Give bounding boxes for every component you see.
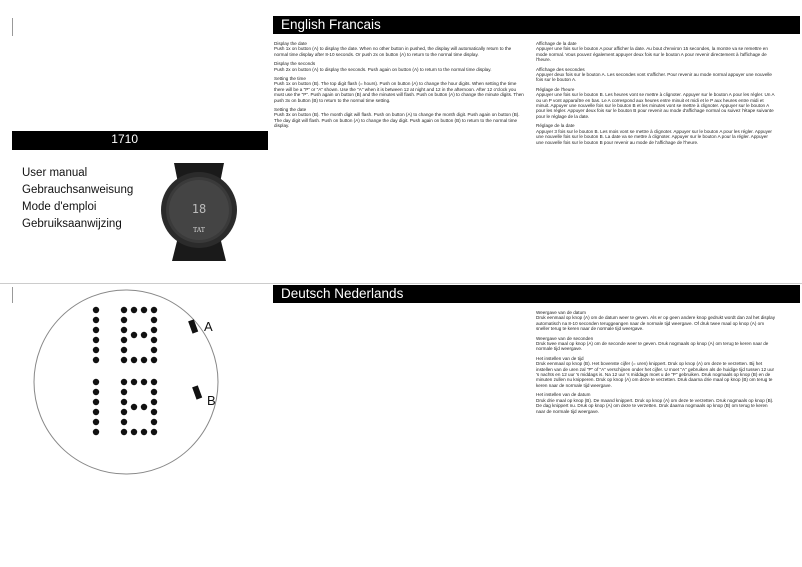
section-body: Druk eenmaal op knop (A) om de datum weer te geven. Als er op geen andere knop gedrukt wordt dan zal het display automatisch na 8-10 seconden teruggeangen naar de normale tijd weergave. Of druk twee maal op knop (A) om sneller terug te keren naar de normale tijd weergave.	[536, 315, 776, 332]
header-bar-german-dutch	[273, 285, 800, 303]
digit-dot	[131, 429, 137, 435]
instruction-section	[274, 107, 526, 129]
button-a-marker	[188, 319, 198, 333]
section-title: Display the date	[274, 41, 307, 46]
digit-dot	[151, 409, 157, 415]
digit-dot	[93, 317, 99, 323]
section-title: Het instellen van de datum	[536, 392, 591, 398]
section-body: Druk twee maal op knop (A) om de seconde weer te geven. Druk nogmaals op knop (A) om terug te keren naar de normale tijd weergave.	[536, 341, 769, 352]
digit-dot	[121, 357, 127, 363]
instruction-section	[536, 310, 776, 332]
section-body: Push 2x on button (A) to display the seconds. Push again on button (A) to return to the normal time display.	[274, 66, 492, 72]
section-title: Weergave van de seconden	[536, 335, 594, 341]
digit-dot	[131, 404, 137, 410]
digit-dot	[141, 332, 147, 338]
digit-dot	[141, 307, 147, 313]
digit-dot	[141, 404, 147, 410]
digit-dot	[93, 327, 99, 333]
section-title: Het instellen van de tijd	[536, 355, 584, 361]
digit-dot	[141, 429, 147, 435]
instruction-section	[536, 123, 776, 145]
english-instructions	[274, 41, 526, 133]
digit-dot	[121, 389, 127, 395]
section-body: Appuyer deux fois sur le bouton A. Les secondes vont s'afficher. Pour revenir au mode normal appuyer une nouvelle fois sur le bouton A.	[536, 72, 772, 83]
digit-dot	[121, 429, 127, 435]
digit-dot	[121, 379, 127, 385]
manual-title-fr: Mode d'emploi	[22, 201, 97, 213]
digit-dot	[93, 429, 99, 435]
digit-dot	[121, 419, 127, 425]
manual-title-nl: Gebruiksaanwijzing	[22, 218, 122, 230]
digit-dot	[131, 332, 137, 338]
dot-matrix-digits	[93, 307, 157, 435]
instruction-section	[274, 76, 526, 103]
section-title: Affichage de la date	[536, 41, 577, 46]
instruction-section	[536, 356, 776, 388]
digit-dot	[93, 337, 99, 343]
instruction-section	[274, 41, 526, 57]
section-body: Push 3x on button (B). The month digit will flash. Push on button (A) to change the month digit. Push again on button (B). The day digit will flash. Push on button (A) to change the day digit. Push again on button (B) to return to the normal time display.	[274, 112, 520, 129]
section-title: Setting the time	[274, 76, 306, 82]
digit-dot	[93, 347, 99, 353]
digit-dot	[141, 357, 147, 363]
button-b-label: B	[207, 393, 216, 408]
digit-dot	[93, 379, 99, 385]
instruction-section	[536, 87, 776, 119]
header-title-german-dutch: Deutsch Nederlands	[281, 286, 404, 301]
instruction-section	[536, 41, 776, 63]
digit-dot	[93, 389, 99, 395]
section-body: Druk drie maal op knop (B). De maand knippert. Druk op knop (A) om deze te verzetten. Druk nogmaals op knop (B). De dag knippert nu. Druk op knop (A) om deze te verzetten. Druk daarna nogmaals op knop (B) om terug te keren naar de normale tijd weergave.	[536, 397, 774, 414]
section-title: Réglage de l'heure	[536, 86, 575, 92]
instruction-section	[274, 61, 526, 72]
manual-title-de: Gebrauchsanweisung	[22, 184, 134, 196]
watch-diagram	[26, 282, 226, 482]
digit-dot	[151, 307, 157, 313]
digit-dot	[93, 357, 99, 363]
digit-dot	[121, 347, 127, 353]
button-a-label: A	[204, 319, 213, 334]
french-instructions	[536, 41, 776, 149]
digit-dot	[131, 379, 137, 385]
digit-dot	[121, 409, 127, 415]
digit-dot	[151, 419, 157, 425]
digit-dot	[93, 399, 99, 405]
manual-title-list	[22, 165, 133, 233]
digit-dot	[151, 399, 157, 405]
section-title: Affichage des secondes	[536, 66, 585, 72]
digit-dot	[151, 347, 157, 353]
digit-dot	[93, 409, 99, 415]
section-body: Appuyer une fois sur le bouton A pour afficher la date. Au bout d'environ 15 secondes, la montre va se remettre en mode normal. Vous pouvez également appuyer deux fois sur le bouton A pour revenir directement à l'affichage de l'heure.	[536, 46, 768, 63]
watch-photo	[154, 155, 244, 265]
section-body: Druk eenmaal op knop (B). Het bovenste cijfer (= uren) knippert. Druk op knop (A) om deze te verzetten. Bij het instellen van de uren zal "P" of "A" verschijnen onder het cijfer. U moet "A" gebruiken als de huidige tijd tussen 12 uur 's nachts en 12 uur 's middags is. Na 12 uur 's middags moet u de "P" gebruiken. Druk nogmaals op knop (B) en de minuten zullen nu knipperen. Druk op knop (A) om deze te verzetten. Druk daarna drie maal op knop (B) om terug te keren naar de normale tijd weergave.	[536, 361, 775, 388]
section-body: Push 1x on button (A) to display the date. When no other button in pushed, the display will automatically return to the normal time display after 8-10 seconds. Or push 2x on button (A) to return to the normal time display.	[274, 46, 512, 57]
digit-dot	[121, 317, 127, 323]
digit-dot	[151, 317, 157, 323]
section-title: Weergave van de datum	[536, 310, 586, 315]
digit-dot	[121, 327, 127, 333]
section-title: Réglage de la date	[536, 123, 575, 129]
model-number: 1710	[111, 132, 138, 146]
section-title: Display the seconds	[274, 61, 316, 67]
instruction-section	[536, 336, 776, 352]
watch-photo-digits: 18	[191, 202, 207, 216]
digit-dot	[93, 419, 99, 425]
watch-brand-mark: TAT	[193, 227, 205, 234]
digit-dot	[151, 327, 157, 333]
section-body: Appuyer une fois sur le bouton B. Les heures vont se mettre à clignoter. Appuyer sur le bouton A pour les régler. Un A ou un P vont apparaître en bas. Le A correspond aux heures entre minuit et midi et le P aux heures entre midi et minuit. Appuyer une nouvelle fois sur le bouton B et les minutes vont se mettre à clignoter. Appuyer sur le bouton A pour les régler. Appuyer deux fois sur le bouton B pour revenir au mode d'affichage normal ou suivez l'étape suivante pour le réglage de la date.	[536, 92, 775, 119]
digit-dot	[121, 399, 127, 405]
manual-title-en: User manual	[22, 167, 88, 179]
digit-dot	[151, 357, 157, 363]
digit-dot	[93, 307, 99, 313]
digit-dot	[151, 389, 157, 395]
crop-mark	[12, 18, 13, 36]
digit-dot	[121, 337, 127, 343]
digit-dot	[131, 307, 137, 313]
digit-dot	[141, 379, 147, 385]
section-title: Setting the date	[274, 107, 307, 113]
section-body: Appuyer 3 fois sur le bouton B. Les mois vont se mettre à clignoter. Appuyer sur le bouton A pour les régler. Appuyer une nouvelle fois sur le bouton B. La date va se mettre à clignoter. Appuyer sur le bouton A pour la régler. Appuyer une nouvelle fois sur le bouton B pour revenir au mode de l'affichage de l'heure.	[536, 128, 772, 145]
crop-mark	[12, 287, 13, 303]
button-b-marker	[192, 385, 202, 399]
instruction-section	[536, 392, 776, 414]
digit-dot	[131, 357, 137, 363]
section-body: Push 1x on button (B). The top digit flash (= hours). Push on button (A) to change the hour digits. When setting the time there will be a "P" or "A" shown. Use the "A" when it is between 12 at night and 12 in the afternoon. After 12 o'clock you must use the "P". Push again on button (B) and the minutes will flash. Push on button (A) to change the minute digits. Then push 3x on button (B) to return to the normal time setting.	[274, 81, 524, 103]
digit-dot	[151, 337, 157, 343]
digit-dot	[151, 429, 157, 435]
digit-dot	[121, 307, 127, 313]
dutch-instructions	[536, 310, 776, 418]
instruction-section	[536, 67, 776, 83]
header-bar-english-french	[273, 16, 800, 34]
header-title-english-french: English Francais	[281, 17, 381, 32]
model-bar	[12, 131, 268, 150]
digit-dot	[151, 379, 157, 385]
